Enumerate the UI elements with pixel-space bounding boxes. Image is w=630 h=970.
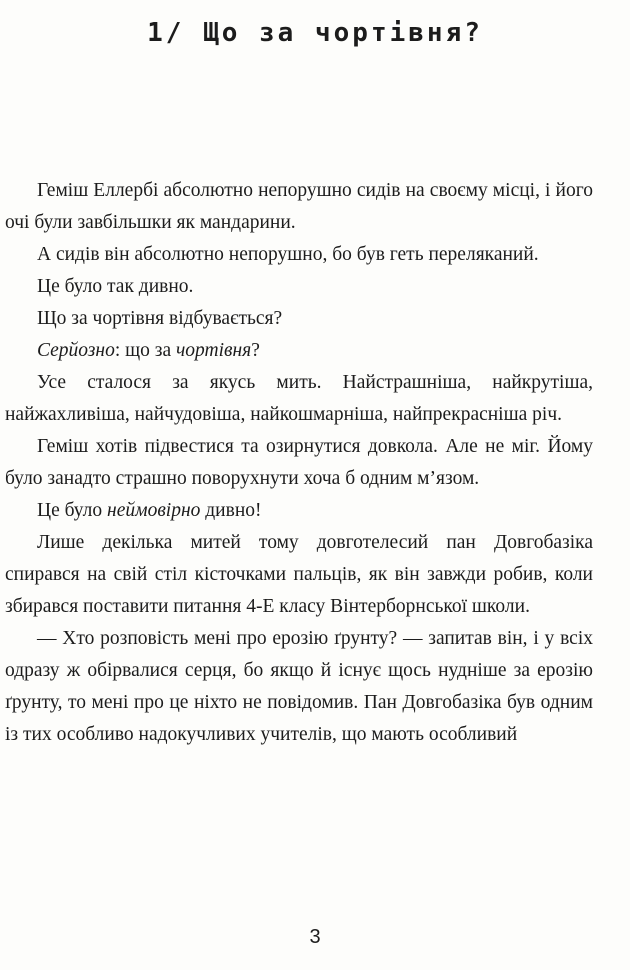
text-run: Це було так дивно.	[37, 276, 194, 297]
emphasis-text: Серйозно	[37, 340, 115, 361]
paragraph	[5, 495, 593, 527]
text-run: А сидів він абсолютно непорушно, бо був геть переляканий.	[37, 244, 539, 265]
paragraph	[5, 623, 593, 751]
text-run: дивно!	[200, 500, 262, 521]
page-number: 3	[309, 926, 321, 948]
paragraph	[5, 527, 593, 623]
paragraph	[5, 431, 593, 495]
paragraph	[5, 239, 593, 271]
text-run: Геміш Еллербі абсолютно непорушно сидів на своєму місці, і його очі були завбільшки як мандарини.	[5, 180, 593, 233]
emphasis-text: чортівня	[176, 340, 252, 361]
text-run: : що за	[114, 340, 176, 361]
paragraph	[5, 271, 593, 303]
emphasis-text: неймовірно	[107, 500, 201, 521]
paragraph	[5, 335, 593, 367]
paragraph	[5, 367, 593, 431]
text-run: ?	[251, 340, 260, 361]
body-text	[5, 175, 593, 751]
paragraph	[5, 175, 593, 239]
text-run: Що за чортівня відбувається?	[37, 308, 283, 329]
text-run: Усе сталося за якусь мить. Найстрашніша, найкрутіша, найжахливіша, найчудовіша, найкошмарніша, найпрекрасніша річ.	[5, 372, 593, 425]
paragraph	[5, 303, 593, 335]
text-run: Це було	[37, 500, 108, 521]
chapter-title: 1/ Що за чортівня?	[147, 18, 483, 48]
text-run: Геміш хотів підвестися та озирнутися довкола. Але не міг. Йому було занадто страшно поворухнути хоча б одним м’язом.	[5, 436, 593, 489]
text-run: Лише декілька митей тому довготелесий пан Довгобазіка спирався на свій стіл кісточками пальців, як він завжди робив, коли збирався поставити питання 4-Е класу Вінтерборнської школи.	[5, 532, 593, 617]
text-run: — Хто розповість мені про ерозію ґрунту? — запитав він, і у всіх одразу ж обірвалися серця, бо якщо й існує щось нудніше за ерозію ґрунту, то мені про це ніхто не повідомив. Пан Довгобазіка був одним із тих особливо надокучливих учителів, що мають особливий	[5, 628, 593, 745]
